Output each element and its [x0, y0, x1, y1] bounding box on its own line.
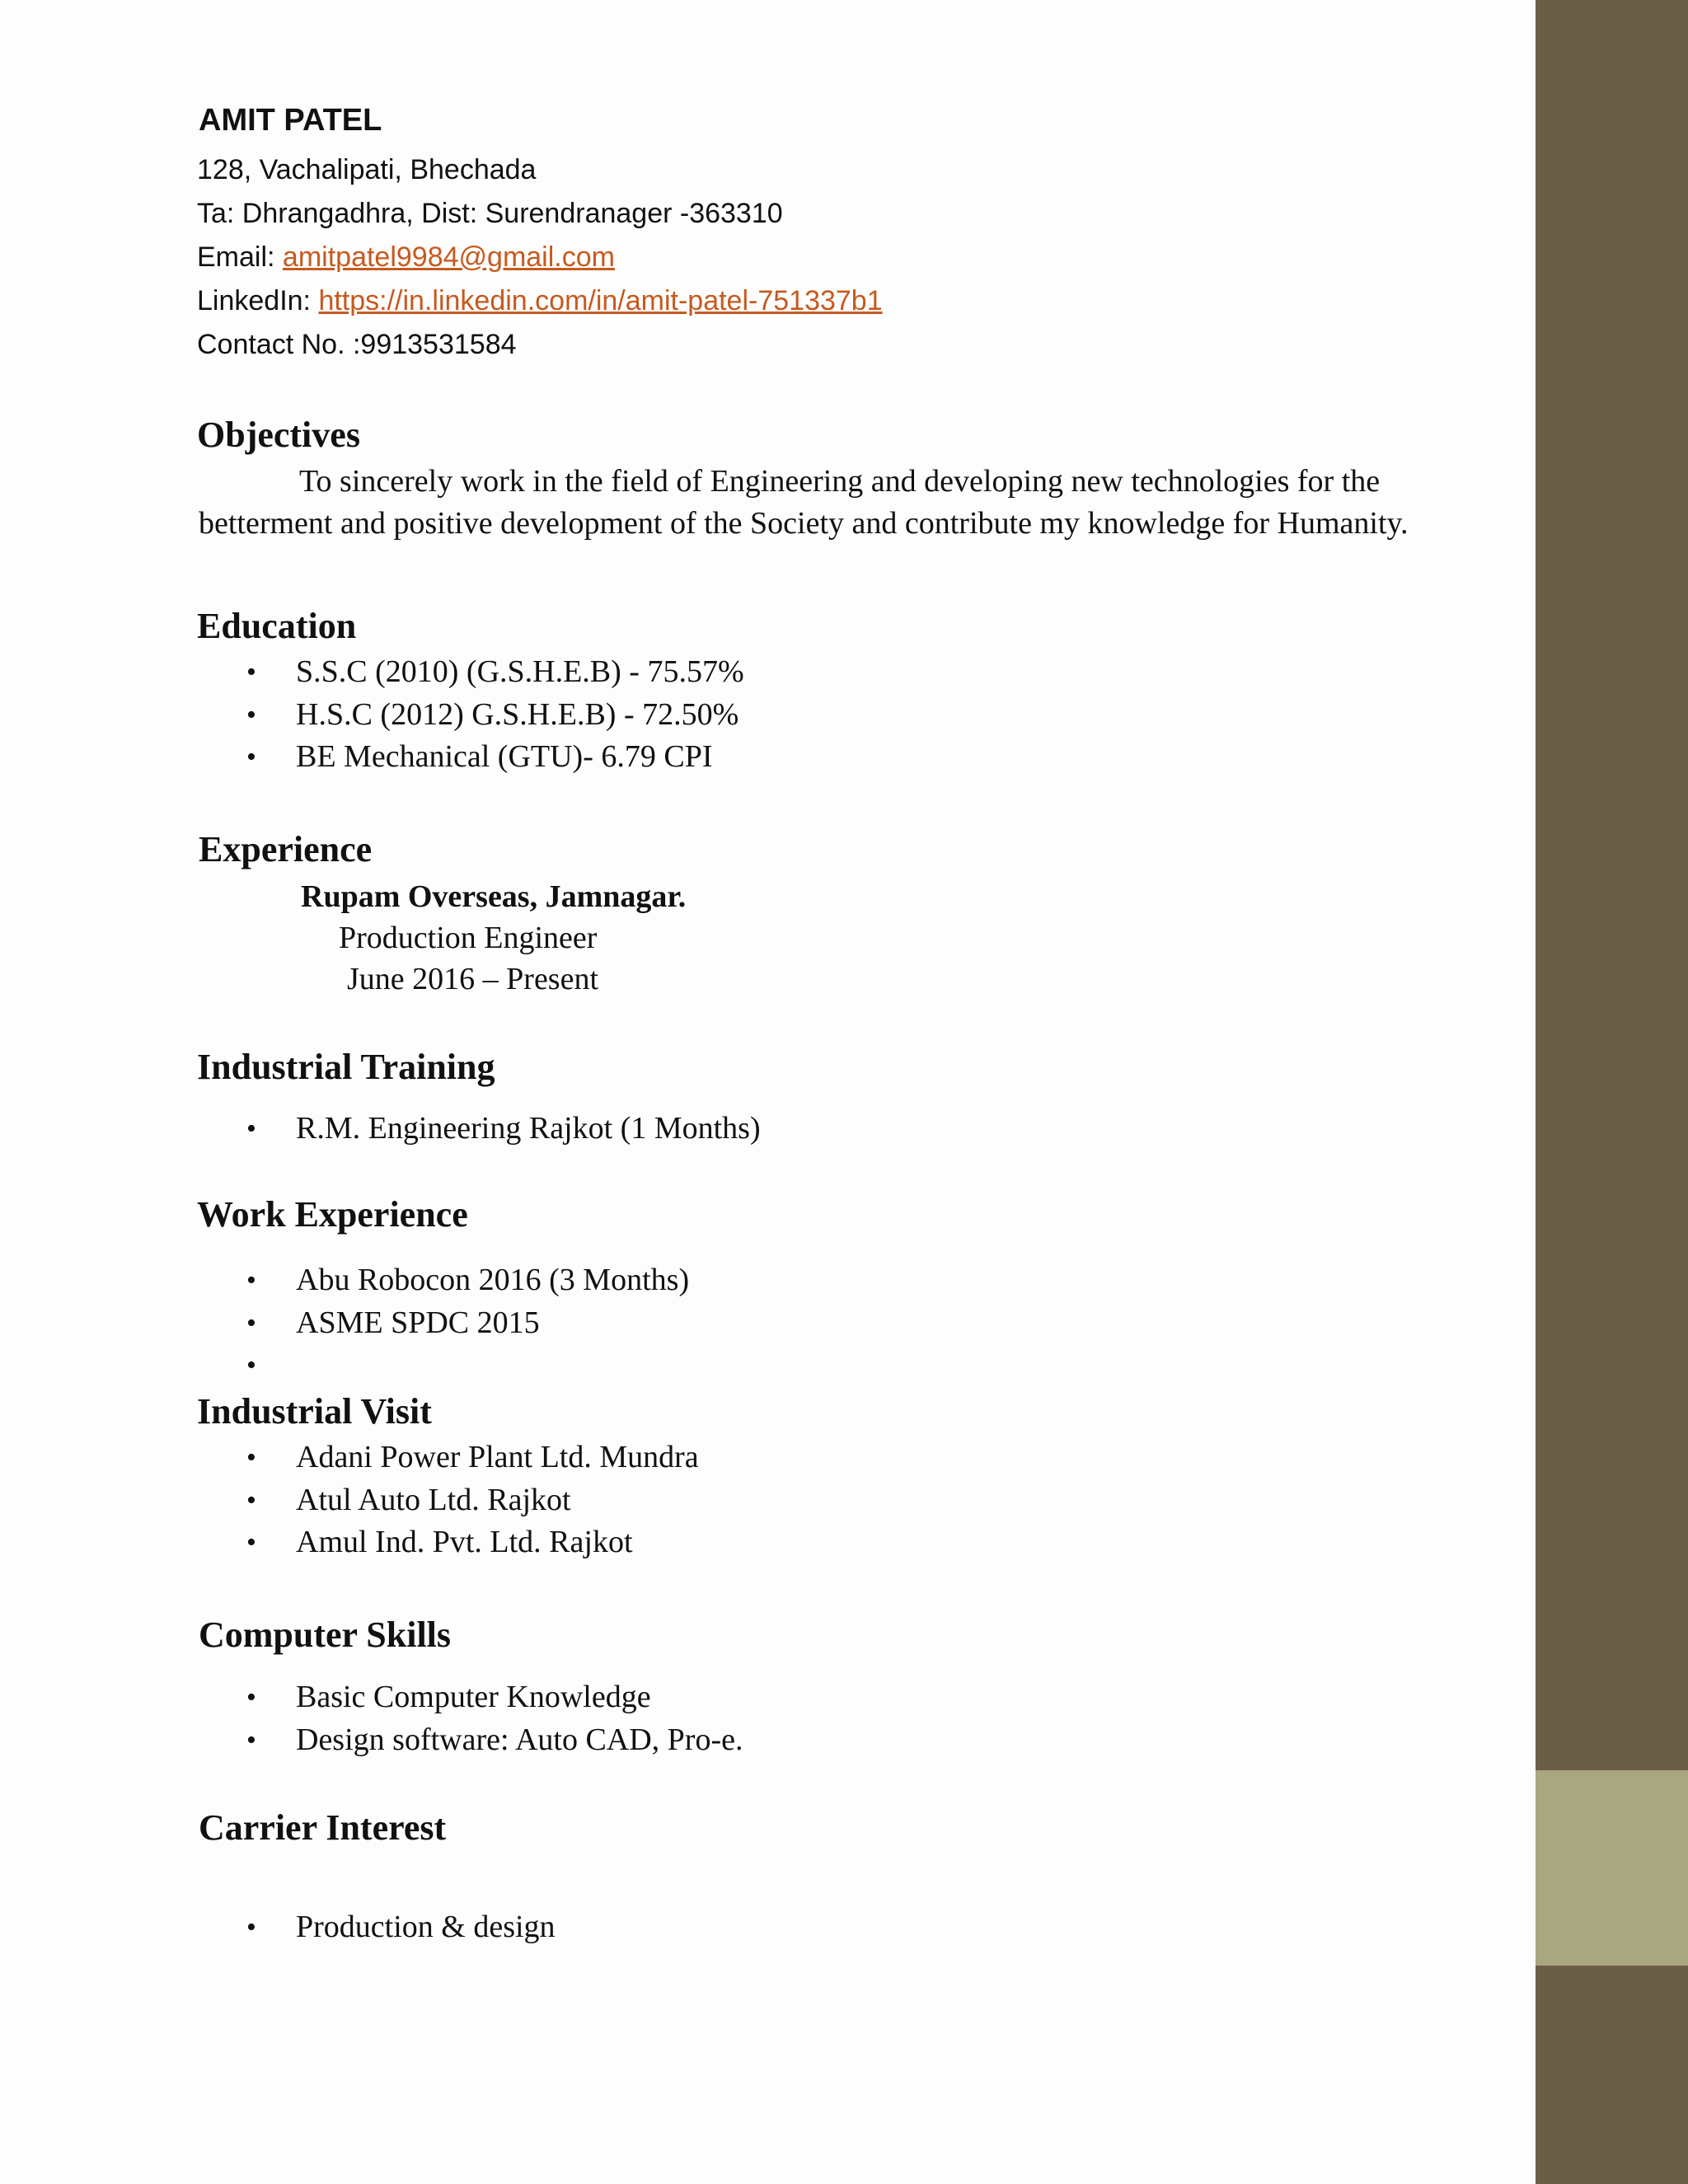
education-item: • H.S.C (2012) G.S.H.E.B) - 72.50%	[246, 694, 744, 737]
skills-item: • Design software: Auto CAD, Pro-e.	[246, 1719, 743, 1762]
objectives-text-line-2: betterment and positive development of the Society and contribute my knowledge for Humanity.	[199, 506, 1409, 541]
training-list	[246, 1108, 761, 1151]
skills-item: • Basic Computer Knowledge	[246, 1676, 743, 1719]
experience-role: Production Engineer	[339, 921, 598, 955]
interest-heading: Carrier Interest	[199, 1807, 447, 1848]
objectives-text-line-1: To sincerely work in the field of Engineering and developing new technologies for the	[299, 464, 1381, 499]
skills-list	[246, 1676, 743, 1761]
address-line-1: 128, Vachalipati, Bhechada	[197, 154, 537, 185]
experience-heading: Experience	[199, 829, 373, 869]
objectives-heading: Objectives	[197, 415, 360, 455]
visit-item: • Adani Power Plant Ltd. Mundra	[246, 1436, 699, 1479]
visit-heading: Industrial Visit	[197, 1391, 432, 1432]
phone-line: Contact No. :9913531584	[197, 329, 517, 360]
interest-item: • Production & design	[246, 1906, 556, 1949]
interest-list	[246, 1906, 556, 1949]
education-item: • BE Mechanical (GTU)- 6.79 CPI	[246, 736, 744, 779]
visit-list	[246, 1436, 699, 1564]
candidate-name: AMIT PATEL	[199, 103, 382, 138]
contact-block	[197, 103, 883, 367]
visit-item: • Atul Auto Ltd. Rajkot	[246, 1479, 699, 1522]
work-item: • Abu Robocon 2016 (3 Months)	[246, 1259, 689, 1302]
work-item	[246, 1344, 689, 1387]
training-item: • R.M. Engineering Rajkot (1 Months)	[246, 1108, 761, 1151]
work-item: • ASME SPDC 2015	[246, 1302, 689, 1345]
skills-heading: Computer Skills	[199, 1615, 452, 1655]
address-line-2: Ta: Dhrangadhra, Dist: Surendranager -363310	[197, 198, 783, 229]
visit-item: • Amul Ind. Pvt. Ltd. Rajkot	[246, 1521, 699, 1564]
linkedin-link[interactable]: https://in.linkedin.com/in/amit-patel-751337b1	[318, 285, 883, 316]
education-list	[246, 651, 744, 779]
email-link[interactable]: amitpatel9984@gmail.com	[282, 241, 615, 273]
email-label: Email:	[197, 241, 283, 273]
sidebar-accent-block	[1536, 1770, 1688, 1966]
work-heading: Work Experience	[197, 1194, 468, 1235]
experience-company: Rupam Overseas, Jamnagar.	[301, 879, 687, 914]
education-item: • S.S.C (2010) (G.S.H.E.B) - 75.57%	[246, 651, 744, 694]
linkedin-line	[197, 279, 883, 323]
email-line	[197, 236, 883, 279]
education-heading: Education	[197, 606, 357, 646]
work-list	[246, 1259, 689, 1387]
linkedin-label: LinkedIn:	[197, 285, 319, 316]
experience-period: June 2016 – Present	[347, 962, 599, 996]
training-heading: Industrial Training	[197, 1047, 495, 1087]
